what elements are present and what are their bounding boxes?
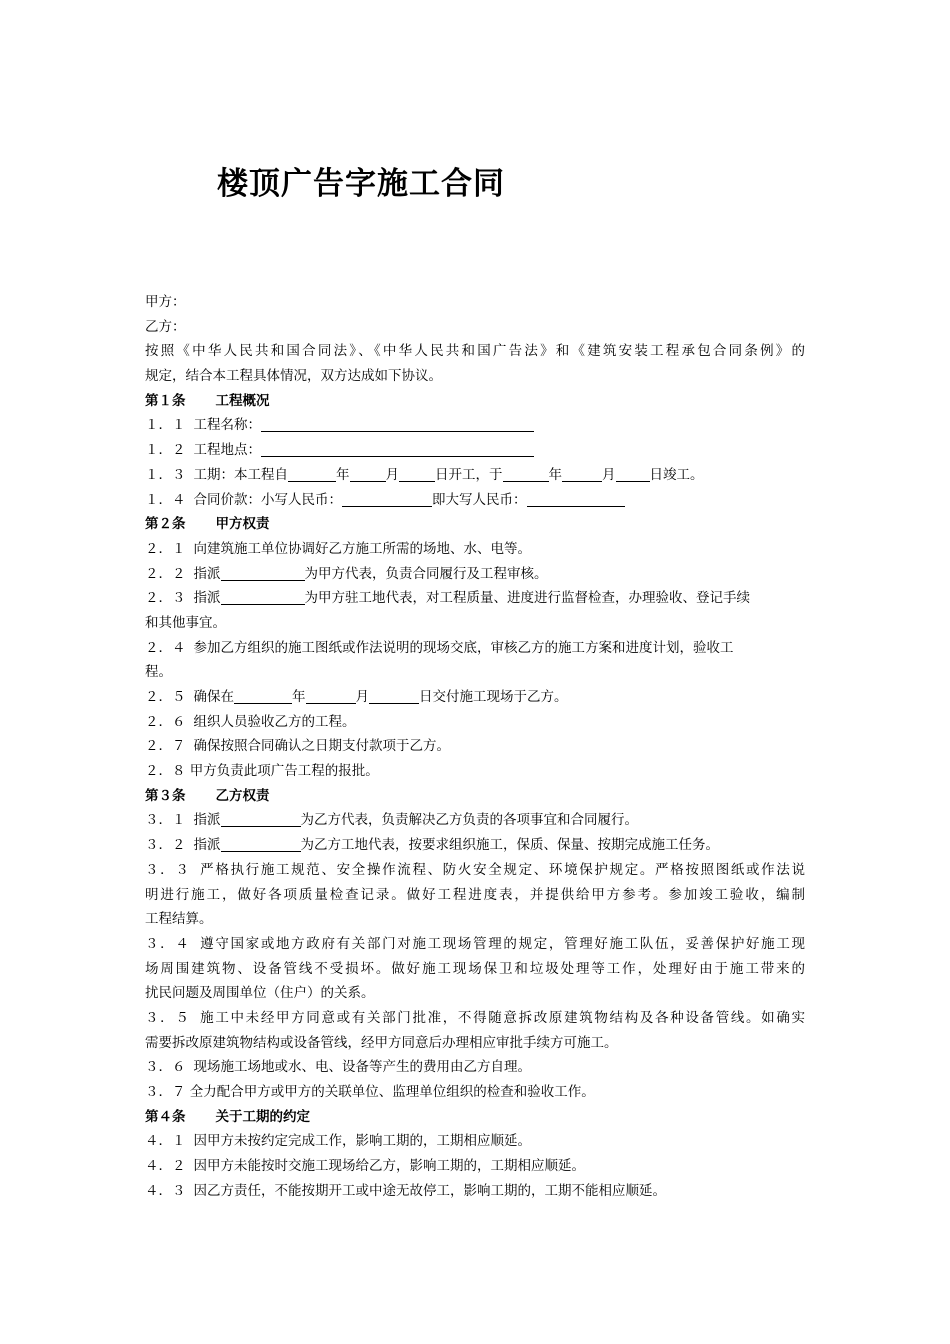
clause-text: 工程地点： xyxy=(193,442,261,459)
clause-number: ２．１ xyxy=(145,540,186,557)
clause-3-3 xyxy=(145,858,805,883)
blank-field xyxy=(221,565,305,581)
clause-3-1 xyxy=(145,808,805,833)
blank-field xyxy=(221,836,301,852)
clause-text: 工期：本工程自 xyxy=(193,466,288,483)
clause-text: 参加乙方组织的施工图纸或作法说明的现场交底，审核乙方的施工方案和进度计划，验收工 xyxy=(193,639,734,656)
clause-text: 因甲方未按约定完成工作，影响工期的，工期相应顺延。 xyxy=(193,1133,531,1150)
clause-4-3 xyxy=(145,1179,805,1204)
article-2-heading xyxy=(145,512,805,537)
clause-text: 指派 xyxy=(193,590,221,607)
clause-text: 日开工，于 xyxy=(435,466,503,483)
clause-3-2 xyxy=(145,833,805,858)
clause-number: ２．４ xyxy=(145,639,186,656)
clause-text: 月 xyxy=(385,466,399,483)
clause-number: ４．３ xyxy=(145,1182,186,1199)
clause-text: 年 xyxy=(292,689,306,705)
clause-text: 工程名称： xyxy=(193,417,261,434)
clause-number: ２．７ xyxy=(145,738,186,755)
clause-text: 日交付施工现场于乙方。 xyxy=(419,689,568,705)
clause-number: １．１ xyxy=(145,417,186,434)
clause-text: 组织人员验收乙方的工程。 xyxy=(193,713,356,730)
clause-text: 月 xyxy=(355,689,369,705)
clause-2-2 xyxy=(145,562,805,587)
clause-number: ２．２ xyxy=(145,565,186,582)
clause-text: 日竣工。 xyxy=(649,466,704,483)
clause-2-8: ２．８ 甲方负责此项广告工程的报批。 xyxy=(145,763,379,780)
clause-text: 指派 xyxy=(193,812,221,829)
clause-number: ２．３ xyxy=(145,590,186,607)
clause-number: ２．６ xyxy=(145,713,186,730)
clause-text: 指派 xyxy=(193,837,221,854)
clause-number: ３．２ xyxy=(145,837,186,854)
intro-line-1: 按照《中华人民共和国合同法》、《中华人民共和国广告法》和《建筑安装工程承包合同条例》的 xyxy=(145,343,805,360)
clause-text: 现场施工场地或水、电、设备等产生的费用由乙方自理。 xyxy=(193,1059,531,1076)
document-title: 楼顶广告字施工合同 xyxy=(217,166,505,202)
clause-text: 因乙方责任，不能按期开工或中途无故停工，影响工期的，工期不能相应顺延。 xyxy=(193,1182,666,1199)
article-title: 甲方权责 xyxy=(215,516,270,533)
clause-2-4-continued: 程。 xyxy=(145,664,172,681)
clause-3-5 xyxy=(145,1006,805,1031)
blank-field xyxy=(261,441,534,457)
clause-number: ３．５ xyxy=(145,1009,191,1026)
clause-2-3 xyxy=(145,586,805,611)
clause-number: １．４ xyxy=(145,491,186,508)
clause-number: ４．２ xyxy=(145,1158,186,1175)
party-a-line: 甲方： xyxy=(145,294,186,310)
clause-4-2 xyxy=(145,1154,805,1179)
article-3-heading xyxy=(145,784,805,809)
clause-text: 即大写人民币： xyxy=(432,491,527,508)
clause-text: 向建筑施工单位协调好乙方施工所需的场地、水、电等。 xyxy=(193,540,531,557)
intro-line-2: 规定，结合本工程具体情况，双方达成如下协议。 xyxy=(145,368,442,385)
clause-text: 确保在 xyxy=(193,689,234,705)
clause-text: 确保按照合同确认之日期支付款项于乙方。 xyxy=(193,738,450,755)
clause-4-1 xyxy=(145,1129,805,1154)
clause-text: 年 xyxy=(336,466,350,483)
clause-1-2 xyxy=(145,438,805,463)
clause-text: 年 xyxy=(548,466,562,483)
clause-number: ４．１ xyxy=(145,1133,186,1150)
clause-2-1 xyxy=(145,537,805,562)
contract-body xyxy=(145,290,805,1203)
blank-field xyxy=(369,688,419,704)
clause-text: 施工中未经甲方同意或有关部门批准，不得随意拆改原建筑物结构及各种设备管线。如确实 xyxy=(198,1009,806,1026)
clause-1-3 xyxy=(145,463,805,488)
clause-text: 为甲方驻工地代表，对工程质量、进度进行监督检查，办理验收、登记手续 xyxy=(304,590,750,607)
clause-number: ３．６ xyxy=(145,1059,186,1076)
clause-text: 为乙方工地代表，按要求组织施工，保质、保量、按期完成施工任务。 xyxy=(300,837,719,854)
clause-3-6 xyxy=(145,1055,805,1080)
clause-2-4 xyxy=(145,636,805,661)
clause-number: １．３ xyxy=(145,466,186,483)
clause-1-4 xyxy=(145,488,805,513)
article-1-heading xyxy=(145,389,805,414)
blank-field xyxy=(221,811,301,827)
article-title: 工程概况 xyxy=(215,392,270,409)
clause-text: 月 xyxy=(602,466,616,483)
blank-field xyxy=(342,491,432,507)
clause-text: 为乙方代表，负责解决乙方负责的各项事宜和合同履行。 xyxy=(300,812,638,829)
clause-number: １．２ xyxy=(145,442,186,459)
clause-number: ３．４ xyxy=(145,935,191,952)
clause-text: 因甲方未能按时交施工现场给乙方，影响工期的，工期相应顺延。 xyxy=(193,1158,585,1175)
article-number: 第２条 xyxy=(145,516,186,533)
blank-field xyxy=(616,466,650,482)
clause-text: 合同价款：小写人民币： xyxy=(193,491,342,508)
clause-3-4-continued-2: 扰民问题及周围单位（住户）的关系。 xyxy=(145,985,375,1002)
article-number: 第４条 xyxy=(145,1108,186,1125)
article-number: 第１条 xyxy=(145,392,186,409)
clause-text: 为甲方代表，负责合同履行及工程审核。 xyxy=(304,565,548,582)
article-title: 关于工期的约定 xyxy=(215,1108,310,1125)
clause-2-7 xyxy=(145,734,805,759)
article-number: 第３条 xyxy=(145,787,186,804)
clause-2-5 xyxy=(145,685,805,710)
article-title: 乙方权责 xyxy=(215,787,270,804)
blank-field xyxy=(288,466,336,482)
blank-field xyxy=(527,491,625,507)
clause-3-5-continued: 需要拆改原建筑物结构或设备管线，经甲方同意后办理相应审批手续方可施工。 xyxy=(145,1034,618,1051)
clause-text: 严格执行施工规范、安全操作流程、防火安全规定、环境保护规定。严格按照图纸或作法说 xyxy=(198,861,806,878)
clause-number: ２．５ xyxy=(145,689,186,705)
clause-text: 指派 xyxy=(193,565,221,582)
clause-3-7: ３．７ 全力配合甲方或甲方的关联单位、监理单位组织的检查和验收工作。 xyxy=(145,1084,595,1100)
blank-field xyxy=(350,466,386,482)
blank-field xyxy=(503,466,549,482)
clause-text: 遵守国家或地方政府有关部门对施工现场管理的规定，管理好施工队伍，妥善保护好施工现 xyxy=(198,935,806,952)
blank-field xyxy=(399,466,435,482)
clause-3-3-continued-1: 明进行施工，做好各项质量检查记录。做好工程进度表，并提供给甲方参考。参加竣工验收，编制 xyxy=(145,886,805,903)
clause-3-3-continued-2: 工程结算。 xyxy=(145,911,213,928)
clause-2-6 xyxy=(145,710,805,735)
clause-1-1 xyxy=(145,413,805,438)
blank-field xyxy=(221,589,305,605)
clause-2-3-continued: 和其他事宜。 xyxy=(145,614,226,631)
blank-field xyxy=(261,416,534,432)
clause-3-4-continued-1: 场周围建筑物、设备管线不受损坏。做好施工现场保卫和垃圾处理等工作，处理好由于施工带来的 xyxy=(145,960,805,977)
article-4-heading xyxy=(145,1105,805,1130)
blank-field xyxy=(234,688,292,704)
blank-field xyxy=(306,688,356,704)
clause-number: ３．３ xyxy=(145,861,191,878)
blank-field xyxy=(562,466,602,482)
clause-number: ３．１ xyxy=(145,812,186,829)
clause-3-4 xyxy=(145,932,805,957)
party-b-line: 乙方： xyxy=(145,318,186,335)
